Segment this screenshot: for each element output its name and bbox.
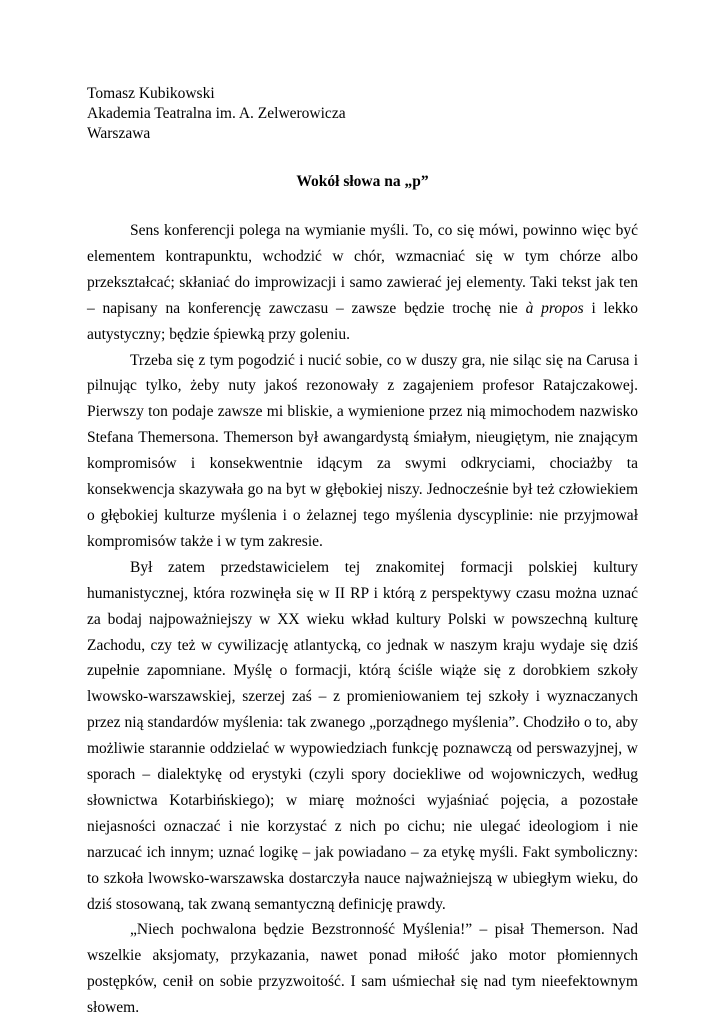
paragraph: Był zatem przedstawicielem tej znakomitej formacji polskiej kultury humanistycznej, która rozwinęła się w II RP i którą z perspektywy czasu można uznać za bodaj najpoważniejszy w XX wieku wkład kultury Polski w powszechną kulturę Zachodu, czy też w cywilizację atlantycką, co jednak w naszym kraju wydaje się dziś zupełnie zapomniane. Myślę o formacji, którą ściśle wiąże się z dorobkiem szkoły lwowsko-warszawskiej, szerzej zaś – z promieniowaniem tej szkoły i wyznaczanych przez nią standardów myślenia: tak zwanego „porządnego myślenia”. Chodziło o to, aby możliwie starannie oddzielać w wypowiedziach funkcję poznawczą od perswazyjnej, w sporach – dialektykę od erystyki (czyli spory dociekliwe od wojowniczych, według słownictwa Kotarbińskiego); w miarę możności wyjaśniać pojęcia, a pozostałe niejasności oznaczać i nie korzystać z nich po cichu; nie ulegać ideologiom i nie narzucać ich innym; uznać logikę – jak powiadano – za etykę myśli. Fakt symboliczny: to szkoła lwowsko-warszawska dostarczyła nauce najważniejszą w ubiegłym wieku, do dziś stosowaną, tak zwaną semantyczną definicję prawdy.: [87, 558, 638, 913]
paragraph: Trzeba się z tym pogodzić i nucić sobie, co w duszy gra, nie siląc się na Carusa i pilnując tylko, żeby nuty jakoś rezonowały z zagajeniem profesor Ratajczakowej. Pierwszy ton podaje zawsze mi bliskie, a wymienione przez nią mimochodem nazwisko Stefana Themersona. Themerson był awangardystą śmiałym, nieugiętym, nie znającym kompromisów i konsekwentnie idącym za swymi odkryciami, chociażby ta konsekwencja skazywała go na byt w głębokiej niszy. Jednocześnie był też człowiekiem o głębokiej kulturze myślenia i o żelaznej tego myślenia dyscyplinie: nie przyjmował kompromisów także i w tym zakresie.: [87, 351, 638, 550]
paragraph: [87, 218, 638, 348]
paragraph: „Niech pochwalona będzie Bezstronność Myślenia!” – pisał Themerson. Nad wszelkie aksjomaty, przykazania, nawet ponad miłość jako motor płomiennych postępków, cenił on sobie przyzwoitość. I sam uśmiechał się nad tym nieefektownym słowem.: [87, 921, 638, 1017]
document-title: Wokół słowa na „p”: [296, 173, 429, 190]
paragraph-text: Sens konferencji polega na wymianie myśli. To, co się mówi, powinno więc być elementem kontrapunktu, wchodzić w chór, wzmacniać się w tym chórze albo przekształcać; skłaniać do improwizacji i samo zawierać jej elementy. Taki tekst jak ten – napisany na konferencję zawczasu – zawsze będzie trochę nie: [87, 222, 638, 317]
author-institution: Akademia Teatralna im. A. Zelwerowicza: [87, 105, 346, 122]
author-block: [87, 84, 346, 144]
paragraph-text: i lekko autystyczny; będzie śpiewką przy goleniu.: [87, 299, 638, 343]
author-name: Tomasz Kubikowski: [87, 85, 215, 102]
author-city: Warszawa: [87, 125, 151, 142]
emphasized-phrase: à propos: [525, 299, 584, 317]
document-body: [87, 218, 638, 1021]
